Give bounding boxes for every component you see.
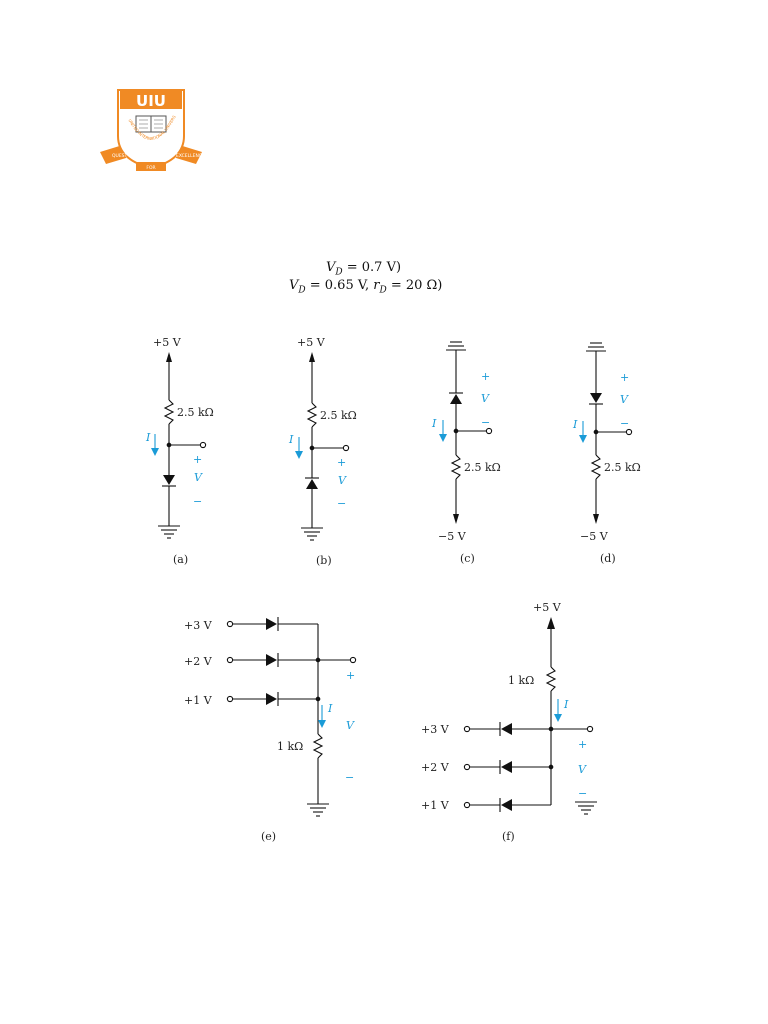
ground-icon [575, 802, 597, 814]
circuit-f-diode-1 [500, 722, 512, 736]
circuit-f-input-2v: +2 V [421, 761, 449, 774]
circuit-e-resistor [314, 734, 322, 758]
ground-icon [586, 343, 606, 351]
circuit-e-minus: − [345, 771, 355, 784]
circuit-c-minus: − [481, 416, 491, 429]
circuit-f-voltage-label: V [578, 763, 586, 776]
circuit-d-minus: − [620, 417, 630, 430]
circuit-f-minus: − [578, 787, 588, 800]
circuit-e [184, 617, 356, 843]
circuit-a-diode [162, 475, 176, 486]
circuit-d [572, 343, 641, 565]
circuit-d-diode [589, 393, 603, 404]
circuit-a-current-label: I [146, 431, 151, 444]
circuit-f-current-label: I [564, 698, 569, 711]
ground-icon [301, 528, 323, 540]
circuit-e-input-3v: +3 V [184, 619, 212, 632]
circuit-d-plus: + [620, 371, 630, 384]
circuit-e-diode-2 [266, 653, 278, 667]
logo-ring-text: UNITED INTERNATIONAL UNIVERS [127, 114, 177, 142]
circuit-e-current-label: I [328, 702, 333, 715]
circuit-b-diode [305, 478, 319, 489]
circuit-b-resistor [308, 403, 316, 427]
circuit-c-current-label: I [432, 417, 437, 430]
circuit-c-diode [449, 393, 463, 404]
circuit-a-plus: + [193, 453, 203, 466]
circuit-d-resistor-label: 2.5 kΩ [604, 461, 641, 474]
circuit-d-current-label: I [573, 418, 578, 431]
circuit-f-caption: (f) [502, 830, 515, 843]
equation-diode-model: $V_D = 0.65$ V, $r_D = 20$ Ω) [289, 278, 443, 296]
circuit-f-resistor [547, 667, 555, 691]
circuit-f-input-3v: +3 V [421, 723, 449, 736]
circuit-b-minus: − [337, 497, 347, 510]
circuit-f-supply: +5 V [533, 601, 561, 614]
circuit-c-voltage-label: V [481, 392, 489, 405]
circuit-f-diode-2 [500, 760, 512, 774]
circuit-d-supply: −5 V [580, 530, 608, 543]
circuit-a [145, 336, 214, 566]
circuit-a-voltage-label: V [194, 471, 202, 484]
circuit-b-caption: (b) [316, 554, 332, 567]
circuit-c-resistor [452, 455, 460, 479]
circuit-f-plus: + [578, 738, 588, 751]
circuit-f-input-1v: +1 V [421, 799, 449, 812]
circuit-d-voltage-label: V [620, 393, 628, 406]
equation-diode-drop: $V_D = 0.7$ V) [326, 260, 402, 278]
circuit-b [288, 336, 357, 567]
circuit-c-plus: + [481, 370, 491, 383]
circuit-a-supply: +5 V [153, 336, 181, 349]
circuit-e-diode-3 [266, 692, 278, 706]
circuit-c [431, 342, 501, 565]
logo-text: UIU [136, 92, 166, 110]
logo-banner-left: QUEST [112, 154, 128, 159]
circuit-e-voltage-label: V [346, 719, 354, 732]
logo-banner-right: EXCELLENCE [176, 154, 205, 159]
circuit-a-minus: − [193, 495, 203, 508]
circuit-a-caption: (a) [173, 553, 189, 566]
ground-icon [307, 804, 329, 816]
circuit-b-plus: + [337, 456, 347, 469]
circuit-b-current-label: I [289, 433, 294, 446]
circuit-e-diode-1 [266, 617, 278, 631]
circuit-d-caption: (d) [600, 552, 616, 565]
circuit-f [421, 601, 597, 843]
ground-icon [158, 526, 180, 538]
circuit-b-resistor-label: 2.5 kΩ [320, 409, 357, 422]
circuit-c-supply: −5 V [438, 530, 466, 543]
circuit-c-resistor-label: 2.5 kΩ [464, 461, 501, 474]
circuit-d-resistor [592, 455, 600, 479]
circuit-e-caption: (e) [261, 830, 277, 843]
circuit-f-resistor-label: 1 kΩ [508, 674, 535, 687]
circuit-e-resistor-label: 1 kΩ [277, 740, 304, 753]
circuit-c-caption: (c) [460, 552, 475, 565]
ground-icon [446, 342, 466, 350]
circuit-f-diode-3 [500, 798, 512, 812]
logo-banner-mid: FOR [146, 166, 156, 171]
circuit-a-resistor-label: 2.5 kΩ [177, 406, 214, 419]
circuit-e-input-2v: +2 V [184, 655, 212, 668]
circuit-e-plus: + [346, 669, 356, 682]
circuit-a-resistor [165, 400, 173, 424]
circuit-b-voltage-label: V [338, 474, 346, 487]
circuit-b-supply: +5 V [297, 336, 325, 349]
circuit-e-input-1v: +1 V [184, 694, 212, 707]
